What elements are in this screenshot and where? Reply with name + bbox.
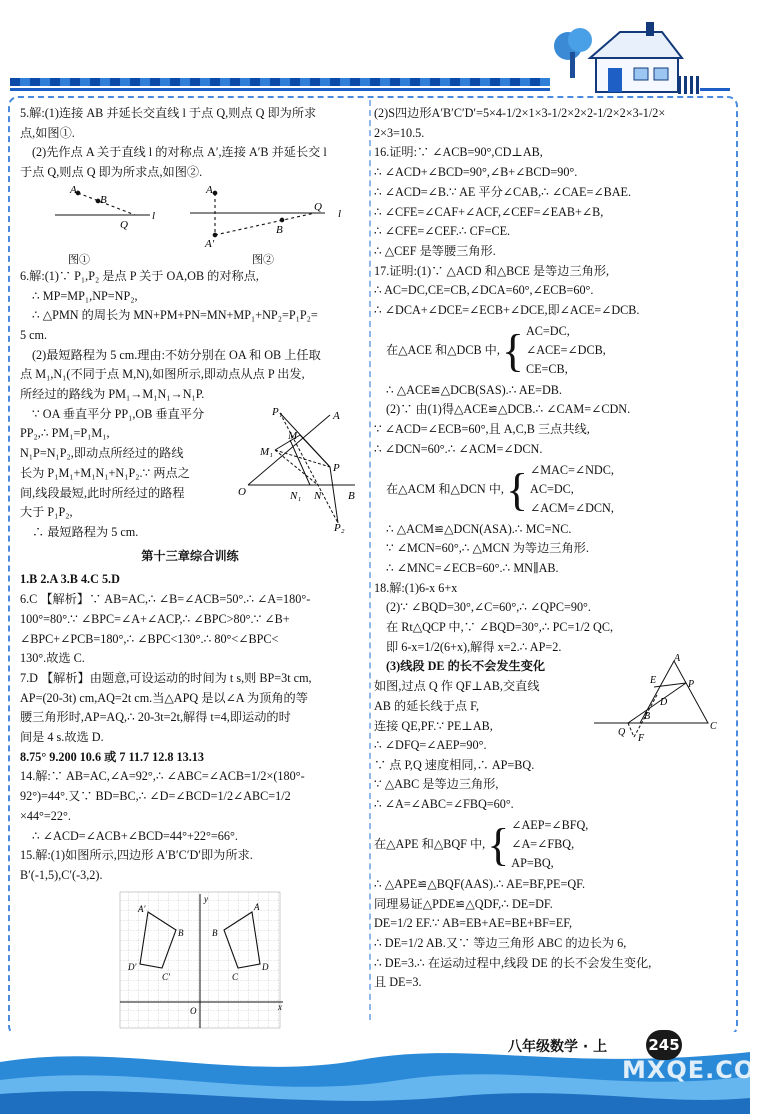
- text-line: ∵ ∠MCN=60°,∴ △MCN 为等边三角形.: [386, 541, 589, 556]
- footer-subject: 八年级数学 · 上: [508, 1039, 608, 1055]
- fig-label: Q: [618, 727, 626, 739]
- text-line: B′(-1,5),C′(-3,2).: [20, 867, 103, 882]
- text-line: 92°)=44°.又∵ BD=BC,∴ ∠D=∠BCD=1/2∠ABC=1/2: [20, 789, 291, 804]
- figure-15-grid: [118, 890, 288, 1032]
- left-column: [20, 104, 360, 1032]
- text-line: 如图,过点 Q 作 QF⊥AB,交直线: [374, 679, 540, 694]
- text-line: ∴ DE=1/2 AB.又∵ 等边三角形 ABC 的边长为 6,: [374, 935, 627, 950]
- fig-label: A: [70, 183, 77, 196]
- text-line: ∵ 点 P,Q 速度相同,∴ AP=BQ.: [374, 757, 535, 772]
- fig-label: D: [660, 697, 668, 709]
- figure-6: [230, 405, 360, 533]
- text-line: 5 cm.: [20, 327, 48, 342]
- fig-label: A′: [138, 903, 146, 914]
- text-line: 14.解:∵ AB=AC,∠A=92°,∴ ∠ABC=∠ACB=1/2×(180°-: [20, 769, 305, 784]
- fig-label: N: [314, 489, 322, 502]
- text-line: ∴ DE=3.∴ 在运动过程中,线段 DE 的长不会发生变化,: [374, 955, 652, 970]
- text-line: ∴ MP=MP₁,NP=NP₂,: [32, 288, 138, 303]
- text-line: ∴ ∠DFQ=∠AEP=90°.: [374, 738, 487, 753]
- text-line: ∠BPC+∠PCB=180°,∴ ∠BPC<130°.∴ 80°<∠BPC<: [20, 631, 279, 646]
- text-line: 100°=80°.∵ ∠BPC=∠A+∠ACP,∴ ∠BPC>80°.∵ ∠B+: [20, 611, 290, 626]
- problem-18-block: [374, 653, 722, 775]
- fig-label: P: [688, 679, 695, 691]
- fig-label: P₂: [334, 521, 345, 534]
- fig-label: A: [674, 653, 681, 665]
- text-line: AC=DC,: [525, 324, 570, 339]
- text-line: 即 6-x=1/2(6+x),解得 x=2.∴ AP=2.: [386, 639, 562, 654]
- fig-label: O: [238, 485, 246, 498]
- text-line: 6.解:(1)∵ P₁,P₂ 是点 P 关于 OA,OB 的对称点,: [20, 268, 259, 283]
- fig-label: l: [338, 207, 342, 220]
- text-line: 且 DE=3.: [374, 975, 422, 990]
- text-line: ∴ ∠ACD=∠B.∵ AE 平分∠CAB,∴ ∠CAE=∠BAE.: [374, 184, 632, 199]
- fig-label: B: [178, 927, 184, 938]
- fig-label: B: [348, 489, 355, 502]
- fig-label: Q: [314, 200, 322, 213]
- text-line: 18.解:(1)6-x 6+x: [374, 580, 458, 595]
- fig-label: F: [638, 733, 645, 745]
- fig-label: x: [278, 1001, 282, 1012]
- text-line: 7.D 【解析】由题意,可设运动的时间为 t s,则 BP=3t cm,: [20, 670, 312, 685]
- text-line: AB 的延长线于点 F,: [374, 698, 479, 713]
- figure-1-2: [20, 183, 360, 267]
- text-line: ∴ ∠DCN=60°.∴ ∠ACM=∠DCN.: [374, 441, 543, 456]
- page-number: 245: [646, 1030, 682, 1060]
- text-line: AC=DC,: [530, 482, 574, 497]
- system-acm-dcn: [374, 460, 722, 520]
- header-stripe: [10, 78, 550, 86]
- text-line: 130°.故选 C.: [20, 651, 85, 666]
- fig-label: N₁: [290, 489, 302, 502]
- section-title: 第十三章综合训练: [141, 548, 239, 563]
- text-line: AP=BQ,: [511, 856, 554, 871]
- column-divider: [369, 100, 371, 1020]
- fig-label: A′: [205, 237, 215, 250]
- fig-label: B: [100, 193, 107, 206]
- text-line: 8.75° 9.200 10.6 或 7 11.7 12.8 13.13: [20, 749, 204, 764]
- fig-label: A: [254, 901, 260, 912]
- text-line: 在△ACM 和△DCN 中,: [386, 481, 504, 496]
- text-line: ∴ ∠A=∠ABC=∠FBQ=60°.: [374, 797, 514, 812]
- figure-caption: 图②: [252, 253, 274, 266]
- fig-label: M₁: [260, 445, 273, 458]
- text-line: 15.解:(1)如图所示,四边形 A′B′C′D′即为所求.: [20, 848, 253, 863]
- fig-label: D′: [128, 961, 137, 972]
- text-line: 在△ACE 和△DCB 中,: [386, 342, 500, 357]
- text-line: (3)线段 DE 的长不会发生变化: [386, 659, 546, 674]
- text-line: 点,如图①.: [20, 125, 75, 140]
- text-line: 连接 QE,PF.∵ PE⊥AB,: [374, 718, 493, 733]
- text-line: ∴ △PMN 的周长为 MN+PM+PN=MN+MP₁+NP₂=P₁P₂=: [32, 308, 318, 323]
- text-line: ∴ 最短路程为 5 cm.: [32, 524, 139, 539]
- text-line: 16.证明:∵ ∠ACB=90°,CD⊥AB,: [374, 145, 543, 160]
- fig-label: A: [206, 183, 213, 196]
- text-line: 在△APE 和△BQF 中,: [374, 837, 486, 852]
- system-acE-dcb: [374, 321, 722, 381]
- text-line: ∴ △ACE≌△DCB(SAS).∴ AE=DB.: [386, 382, 562, 397]
- fig-label: O: [190, 1005, 197, 1016]
- fig-label: y: [204, 893, 208, 904]
- text-line: PP₂,∴ PM₁=P₁M₁,: [20, 426, 110, 441]
- figure-caption: 图①: [68, 253, 90, 266]
- fig-label: M: [288, 429, 298, 442]
- fig-label: B: [276, 223, 283, 236]
- text-line: ∴ ∠ACD+∠BCD=90°,∠B+∠BCD=90°.: [374, 165, 578, 180]
- text-line: 长为 P₁M₁+M₁N₁+N₁P₂.∵ 两点之: [20, 465, 190, 480]
- fig-label: E: [650, 675, 657, 687]
- text-line: 大于 P₁P₂,: [20, 505, 73, 520]
- text-line: 于点 Q,则点 Q 即为所求点,如图②.: [20, 165, 203, 180]
- text-line: ∴ △ACM≌△DCN(ASA).∴ MC=NC.: [386, 521, 572, 536]
- fig-label: Q: [120, 218, 128, 231]
- text-line: ∴ ∠CFE=∠CEF.∴ CF=CE.: [374, 224, 511, 239]
- text-line: 所经过的路线为 PM₁→M₁N₁→N₁P.: [20, 387, 205, 402]
- house-illustration-icon: [550, 18, 700, 100]
- text-line: 在 Rt△QCP 中,∵ ∠BQD=30°,∴ PC=1/2 QC,: [386, 620, 613, 635]
- text-line: ∠AEP=∠BFQ,: [511, 818, 589, 833]
- text-line: (2)∵ ∠BQD=30°,∠C=60°,∴ ∠QPC=90°.: [386, 600, 591, 615]
- text-line: (2)S四边形A′B′C′D′=5×4-1/2×1×3-1/2×2×2-1/2×2×3-1/2×: [374, 106, 666, 120]
- fig-label: A: [333, 409, 340, 422]
- text-line: ∴ △CEF 是等腰三角形.: [374, 243, 496, 258]
- right-column: [374, 104, 722, 993]
- text-line: 1.B 2.A 3.B 4.C 5.D: [20, 572, 120, 587]
- text-line: 17.证明:(1)∵ △ACD 和△BCE 是等边三角形,: [374, 263, 610, 278]
- text-line: 间,线段最短,此时所经过的路程: [20, 485, 185, 500]
- text-line: CE=CB,: [525, 362, 568, 377]
- text-line: ∴ ∠MNC=∠ECB=60°.∴ MN∥AB.: [386, 560, 559, 575]
- text-line: ∴ ∠DCA+∠DCE=∠ECB+∠DCE,即∠ACE=∠DCB.: [374, 303, 640, 318]
- text-line: ∴ AC=DC,CE=CB,∠DCA=60°,∠ECB=60°.: [374, 283, 594, 298]
- fig-label: C: [710, 721, 717, 733]
- fig-label: P: [333, 461, 340, 474]
- text-line: ∠MAC=∠NDC,: [530, 463, 614, 478]
- text-line: (2)先作点 A 关于直线 l 的对称点 A′,连接 A′B 并延长交 l: [32, 145, 327, 160]
- fig-label: B: [212, 927, 218, 938]
- figure-18: [588, 653, 722, 745]
- fig-label: D: [262, 961, 269, 972]
- watermark: MXQE.COM: [622, 1056, 780, 1084]
- text-line: ∵ ∠ACD=∠ECB=60°,且 A,C,B 三点共线,: [374, 422, 590, 437]
- problem-6-block: [20, 405, 360, 543]
- figure-2: [190, 191, 325, 237]
- text-line: 同理易证△PDE≌△QDF,∴ DE=DF.: [374, 896, 553, 911]
- text-line: 5.解:(1)连接 AB 并延长交直线 l 于点 Q,则点 Q 即为所求: [20, 106, 317, 120]
- text-line: 间是 4 s.故选 D.: [20, 730, 104, 745]
- text-line: (2)最短路程为 5 cm.理由:不妨分别在 OA 和 OB 上任取: [32, 347, 321, 362]
- text-line: AP=(20-3t) cm,AQ=2t cm.当△APQ 是以∠A 为顶角的等: [20, 690, 308, 705]
- text-line: ∠ACM=∠DCN,: [530, 501, 614, 516]
- text-line: ∴ ∠ACD=∠ACB+∠BCD=44°+22°=66°.: [32, 828, 238, 843]
- brace-icon: {: [501, 324, 524, 376]
- text-line: N₁P=N₁P₂,即动点所经过的路线: [20, 446, 184, 461]
- text-line: (2)∵ 由(1)得△ACE≌△DCB.∴ ∠CAM=∠CDN.: [386, 402, 631, 417]
- fig-label: B: [644, 711, 651, 723]
- text-line: DE=1/2 EF.∵ AB=EB+AE=BE+BF=EF,: [374, 916, 573, 931]
- text-line: ∠A=∠FBQ,: [511, 837, 575, 852]
- text-line: 6.C 【解析】∵ AB=AC,∴ ∠B=∠ACB=50°.∴ ∠A=180°-: [20, 592, 311, 607]
- text-line: 腰三角形时,AP=AQ,∴ 20-3t=2t,解得 t=4,即运动的时: [20, 710, 291, 725]
- text-line: ∠ACE=∠DCB,: [525, 343, 606, 358]
- text-line: ×44°=22°.: [20, 808, 71, 823]
- system-ape-bqf: [374, 815, 722, 875]
- text-line: ∴ ∠CFE=∠CAF+∠ACF,∠CEF=∠EAB+∠B,: [374, 204, 604, 219]
- fig-label: C: [232, 971, 239, 982]
- fig-label: l: [152, 209, 156, 222]
- text-line: ∵ △ABC 是等边三角形,: [374, 777, 499, 792]
- text-line: 2×3=10.5.: [374, 125, 425, 140]
- text-line: ∴ △APE≌△BQF(AAS).∴ AE=BF,PE=QF.: [374, 876, 586, 891]
- text-line: ∵ OA 垂直平分 PP₁,OB 垂直平分: [32, 406, 205, 421]
- fig-label: C′: [162, 971, 170, 982]
- text-line: 点 M₁,N₁(不同于点 M,N),如图所示,即动点从点 P 出发,: [20, 367, 305, 382]
- brace-icon: {: [487, 818, 510, 870]
- brace-icon: {: [505, 463, 529, 515]
- fig-label: P₁: [272, 405, 283, 418]
